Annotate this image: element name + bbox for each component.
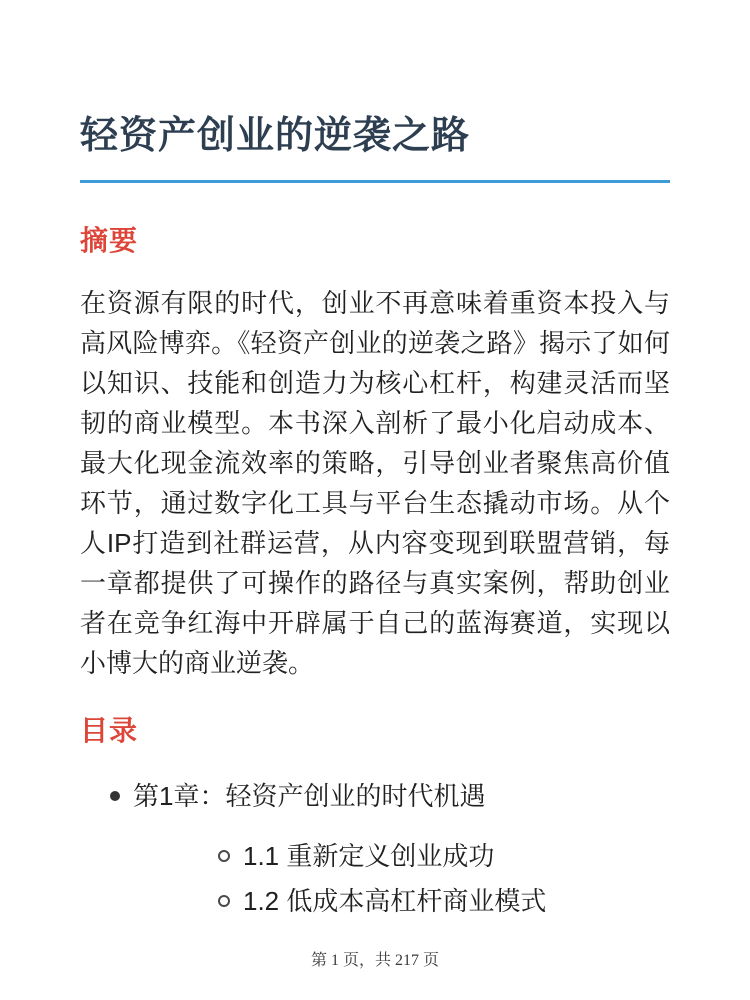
bullet-circle-icon bbox=[218, 895, 230, 907]
toc-list bbox=[80, 781, 670, 916]
abstract-heading: 摘要 bbox=[80, 225, 139, 256]
toc-chapter-label: 第1章：轻资产创业的时代机遇 bbox=[133, 781, 486, 811]
toc-section-label: 1.2 低成本高杠杆商业模式 bbox=[243, 886, 547, 916]
toc-chapter-item bbox=[80, 781, 670, 916]
document-title: 轻资产创业的逆袭之路 bbox=[80, 0, 670, 183]
toc-sublist bbox=[133, 841, 670, 916]
bullet-disc-icon bbox=[110, 791, 120, 801]
toc-section-item bbox=[133, 841, 670, 871]
toc-heading: 目录 bbox=[80, 715, 139, 746]
toc-section-item bbox=[133, 886, 670, 916]
abstract-paragraph: 在资源有限的时代，创业不再意味着重资本投入与高风险博弈。《轻资产创业的逆袭之路》揭示了如何以知识、技能和创造力为核心杠杆，构建灵活而坚韧的商业模型。本书深入剖析了最小化启动成本、最大化现金流效率的策略，引导创业者聚焦高价值环节，通过数字化工具与平台生态撬动市场。从个人IP打造到社群运营，从内容变现到联盟营销，每一章都提供了可操作的路径与真实案例，帮助创业者在竞争红海中开辟属于自己的蓝海赛道，实现以小博大的商业逆袭。 bbox=[80, 288, 670, 678]
bullet-circle-icon bbox=[218, 850, 230, 862]
toc-section-label: 1.1 重新定义创业成功 bbox=[243, 841, 495, 871]
page-number-indicator: 第 1 页，共 217 页 bbox=[310, 952, 439, 969]
